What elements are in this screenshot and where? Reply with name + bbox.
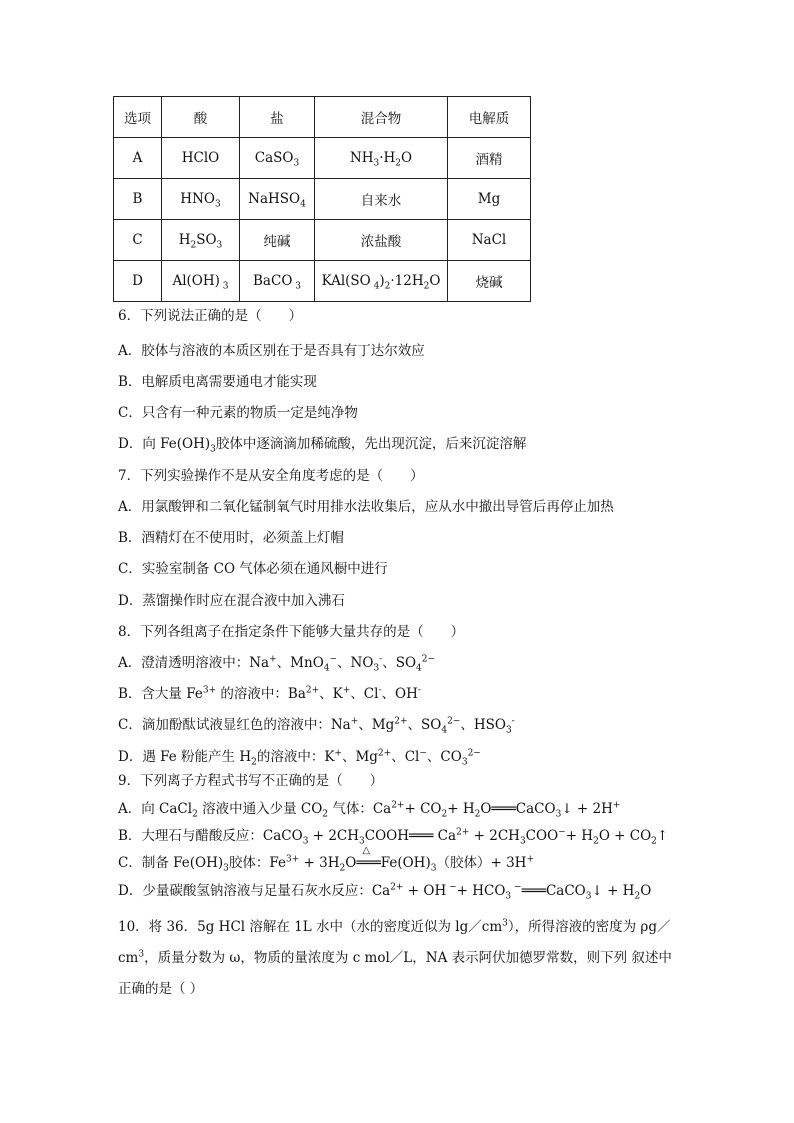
table-cell: 烧碱 [448,261,531,302]
question-9-option-b: B．大理石与醋酸反应：CaCO$_3$ + $2CH_3COOH═══$ $Ca^{2+} + 2CH_3COO^-+ H_2O$ + $CO_2↑$ [118,827,669,847]
table-cell: BaCO $_3$ [240,261,315,302]
question-8-option-d: D．遇 Fe 粉能产生 $H_2$的溶液中：K+、$Mg^{2+}$、Cl−、$CO_3^{2-}$ [118,748,481,768]
table-cell: 酒精 [448,138,531,179]
table-cell: B [114,179,162,220]
table-cell: 浓盐酸 [315,220,448,261]
table-cell: $NH_3\cdot H_2O$ [315,138,448,179]
table-row [114,138,531,179]
question-9-option-a: A．向 CaCl$_2$ 溶液中通入少量 $CO_2$ 气体：$Ca^{2+}+ CO_2+$ $H_2O═══CaCO_3↓ + 2H^+$ [118,800,621,820]
question-8-option-b: B．含大量 $Fe^{3+}$ 的溶液中：$Ba^{2+}$、K+、Cl-、OH- [118,685,421,702]
question-7-option-d: D．蒸馏操作时应在混合液中加入沸石 [118,593,345,609]
table-cell: NaHSO$_4$ [240,179,315,220]
table-row [114,220,531,261]
table-row [114,261,531,302]
table-cell: Mg [448,179,531,220]
table-cell: 选项 [114,97,162,138]
question-10-stem: 10．将 36．5g HCl 溶解在 1L 水中（水的密度近似为 $\lg/cm^3$），所得溶液的密度为 $\rho g/cm^3$，质量分数为 ω，物质的量浓度为 c mol／L，NA 表示阿伏加德罗常数，则下列 叙述中正确的是（ ） [118,918,672,997]
question-8-stem: 8．下列各组离子在指定条件下能够大量共存的是（ ） [118,624,465,640]
question-6-option-d: D．向 $Fe(OH)_3$胶体中逐滴滴加稀硫酸，先出现沉淀，后来沉淀溶解 [118,436,527,455]
table-cell: 酸 [162,97,240,138]
table-cell: 自来水 [315,179,448,220]
question-6-option-a: A．胶体与溶液的本质区别在于是否具有丁达尔效应 [118,343,425,359]
question-6-option-b: B．电解质电离需要通电才能实现 [118,374,317,390]
table-cell: Al(OH) $_3$ [162,261,240,302]
question-9-option-d: D．少量碳酸氢钠溶液与足量石灰水反应：$Ca^{2+}$ + OH $^-+ HCO_3$ −═══CaCO$_3$↓ + $H_2O$ [118,882,652,902]
table-cell: 盐 [240,97,315,138]
question-7-option-c: C．实验室制备 CO 气体必须在通风橱中进行 [118,561,388,577]
table-cell: NaCl [448,220,531,261]
table-cell: HClO [162,138,240,179]
table-header-row [114,97,531,138]
options-table [113,96,531,302]
question-7-option-a: A．用氯酸钾和二氧化锰制氧气时用排水法收集后，应从水中撤出导管后再停止加热 [118,499,614,515]
question-8-option-a: A．澄清透明溶液中：Na+、MnO$_4$−、$NO_3^-$、$SO_4^{2-}$ [118,654,436,674]
question-9-stem: 9．下列离子方程式书写不正确的是（ ） [118,773,384,789]
table-cell: A [114,138,162,179]
question-6-stem: 6．下列说法正确的是（ ） [118,308,303,324]
table-cell: $HNO_3$ [162,179,240,220]
table-cell: 电解质 [448,97,531,138]
table-cell: C [114,220,162,261]
question-7-stem: 7．下列实验操作不是从安全角度考虑的是（ ） [118,468,424,484]
question-6-option-c: C．只含有一种元素的物质一定是纯净物 [118,405,358,421]
table-cell: CaSO$_3$ [240,138,315,179]
table-cell: 混合物 [315,97,448,138]
table-cell: $H_2SO_3$ [162,220,240,261]
question-8-option-c: C．滴加酚酞试液显红色的溶液中：Na+、$Mg^{2+}$、$SO_4^{2-}$、$HSO_3^-$ [118,716,515,736]
question-7-option-b: B．酒精灯在不使用时，必须盖上灯帽 [118,530,344,546]
table-cell: KAl(SO $_4)_2\cdot 12H_2O$ [315,261,448,302]
table-cell: 纯碱 [240,220,315,261]
table-cell: D [114,261,162,302]
question-9-option-c: C．制备 $Fe(OH)_3$胶体：$Fe^{3+} + 3H_2O$ △ $═══Fe(OH)_3$（胶体）+ 3H+ [118,845,534,874]
table-row [114,179,531,220]
